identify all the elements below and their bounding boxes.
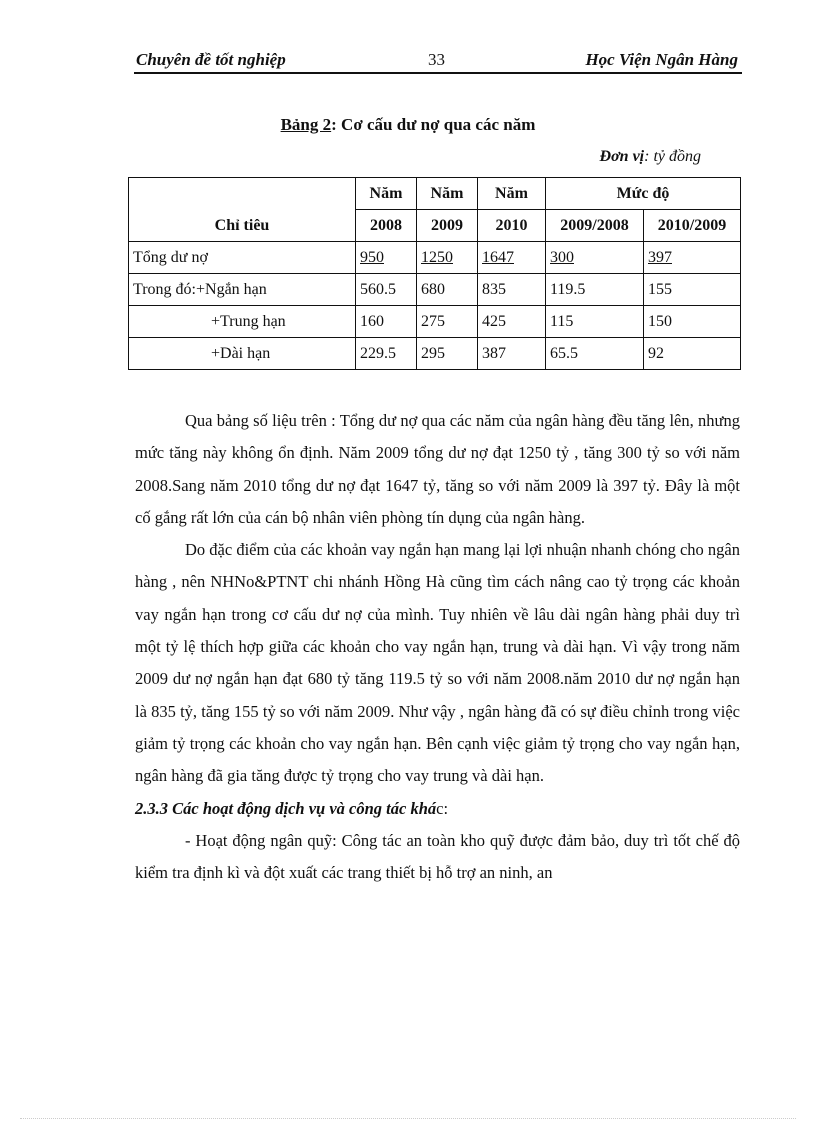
cell-value: 65.5 [546,338,644,370]
row-label: Trong đó:+Ngắn hạn [129,274,356,306]
paragraph: Do đặc điểm của các khoản vay ngắn hạn mang lại lợi nhuận nhanh chóng cho ngân hàng , nên NHNo&PTNT chi nhánh Hồng Hà cũng tìm cách nâng cao tỷ trọng các khoản vay ngắn hạn trong cơ cấu dư nợ của mình. Tuy nhiên về lâu dài ngân hàng phải duy trì một tỷ lệ thích hợp giữa các khoản cho vay ngắn hạn, trung và dài hạn. Vì vậy trong năm 2009 dư nợ ngắn hạn đạt 680 tỷ tăng 119.5 tỷ so với năm 2008.năm 2010 dư nợ ngắn hạn là 835 tỷ, tăng 155 tỷ so với năm 2009. Như vậy , ngân hàng đã có sự điều chỉnh trong việc giảm tỷ trọng các khoản cho vay ngắn hạn. Bên cạnh việc giảm tỷ trọng cho vay ngắn hạn, ngân hàng đã gia tăng được tỷ trọng cho vay trung và dài hạn. [135,540,740,786]
col-header-ratio: 2009/2008 [546,210,644,242]
section-heading [135,793,740,825]
col-header-indicator: Chỉ tiêu [129,178,356,242]
page-header [134,48,742,74]
table-row [129,306,741,338]
cell-value: 119.5 [546,274,644,306]
cell-value: 1250 [417,242,478,274]
cell-value: 92 [644,338,741,370]
col-header-year-word: Năm [478,178,546,210]
paragraph: - Hoạt động ngân quỹ: Công tác an toàn kho quỹ được đảm bảo, duy trì tốt chế độ kiểm tra định kì và đột xuất các trang thiết bị hỗ trợ an ninh, an [135,830,740,883]
cell-value: 387 [478,338,546,370]
header-institution: Học Viện Ngân Hàng [585,50,738,69]
cell-value: 425 [478,306,546,338]
cell-value: 680 [417,274,478,306]
unit-value: : tỷ đồng [644,148,701,165]
cell-value: 150 [644,306,741,338]
col-header-year: 2009 [417,210,478,242]
table-title-text: : Cơ cấu dư nợ qua các năm [331,115,536,134]
paragraph: Qua bảng số liệu trên : Tổng dư nợ qua các năm của ngân hàng đều tăng lên, nhưng mức tăng này không ổn định. Năm 2009 tổng dư nợ đạt 1250 tỷ , tăng 300 tỷ so với năm 2008.Sang năm 2010 tổng dư nợ đạt 1647 tỷ, tăng so với năm 2009 là 397 tỷ. Đây là một cố gắng rất lớn của cán bộ nhân viên phòng tín dụng của ngân hàng. [135,411,740,527]
cell-value: 835 [478,274,546,306]
cell-value: 115 [546,306,644,338]
col-header-year-word: Năm [356,178,417,210]
cell-value: 275 [417,306,478,338]
row-label: +Dài hạn [129,338,356,370]
body-text [135,405,740,889]
table-header-row [129,178,741,210]
cell-value: 560.5 [356,274,417,306]
table-title-label: Bảng 2 [280,115,332,134]
cell-value: 300 [546,242,644,274]
debt-structure-table [128,177,741,370]
cell-value: 155 [644,274,741,306]
section-heading-text: 2.3.3 Các hoạt động dịch vụ và công tác khá [135,798,437,818]
row-label: +Trung hạn [129,306,356,338]
page-number: 33 [428,50,445,69]
table-row [129,274,741,306]
table-row [129,242,741,274]
col-header-year: 2008 [356,210,417,242]
section-heading-tail: c: [436,798,449,818]
page-bottom-divider [20,1118,796,1119]
col-header-year-word: Năm [417,178,478,210]
cell-value: 229.5 [356,338,417,370]
cell-value: 160 [356,306,417,338]
header-document-type: Chuyên đề tốt nghiệp [136,50,286,69]
table-row [129,338,741,370]
unit-label: Đơn vị [599,148,645,165]
col-header-level: Mức độ [546,178,741,210]
cell-value: 397 [644,242,741,274]
table-title [0,115,816,135]
cell-value: 1647 [478,242,546,274]
cell-value: 295 [417,338,478,370]
unit-note [600,148,701,166]
cell-value: 950 [356,242,417,274]
col-header-ratio: 2010/2009 [644,210,741,242]
row-label: Tổng dư nợ [129,242,356,274]
col-header-year: 2010 [478,210,546,242]
